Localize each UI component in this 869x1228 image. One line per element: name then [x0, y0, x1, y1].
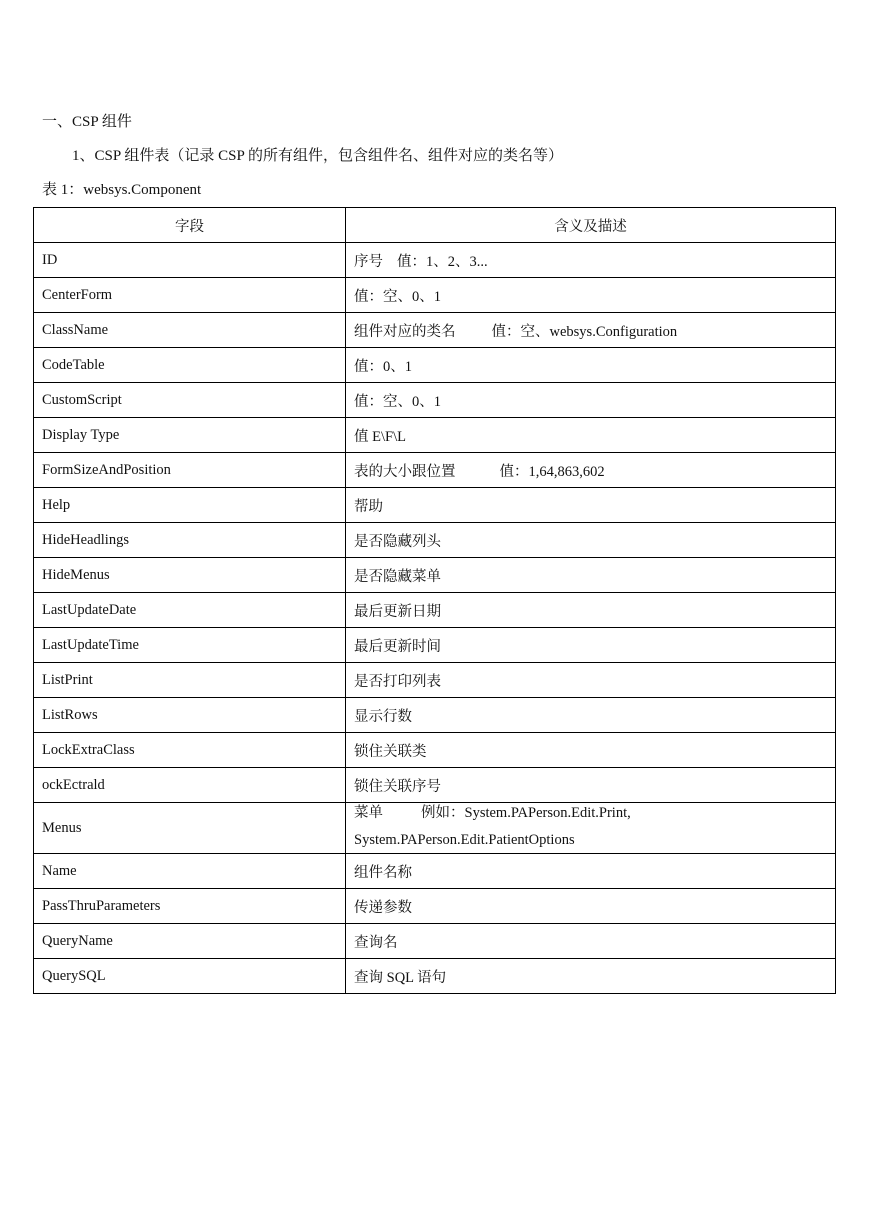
- field-cell: FormSizeAndPosition: [34, 453, 346, 488]
- description-cell: 锁住关联类: [346, 733, 836, 768]
- field-cell: ListPrint: [34, 663, 346, 698]
- table-row: [34, 383, 836, 418]
- description-cell: [346, 803, 836, 854]
- table-row: [34, 733, 836, 768]
- table-row: [34, 418, 836, 453]
- table-row: [34, 488, 836, 523]
- description-cell: [346, 243, 836, 278]
- description-cell: 查询 SQL 语句: [346, 959, 836, 994]
- description-cell: 是否打印列表: [346, 663, 836, 698]
- field-cell: ID: [34, 243, 346, 278]
- field-cell: LockExtraClass: [34, 733, 346, 768]
- table-row-menus: [34, 803, 836, 854]
- description-cell: 值：空、0、1: [346, 383, 836, 418]
- field-cell: ListRows: [34, 698, 346, 733]
- table-row: [34, 558, 836, 593]
- description-cell: 最后更新日期: [346, 593, 836, 628]
- description-text: 组件对应的类名: [354, 323, 456, 340]
- description-cell: 帮助: [346, 488, 836, 523]
- value-text: 值：空、websys.Configuration: [491, 323, 678, 340]
- description-cell: 最后更新时间: [346, 628, 836, 663]
- subsection-heading: 1、CSP 组件表（记录 CSP 的所有组件，包含组件名、组件对应的类名等）: [72, 148, 564, 164]
- description-text: 表的大小跟位置: [354, 463, 456, 480]
- table-row: [34, 663, 836, 698]
- table-caption: 表 1：websys.Component: [42, 182, 202, 198]
- description-cell: 值：空、0、1: [346, 278, 836, 313]
- field-cell: ClassName: [34, 313, 346, 348]
- description-cell: 组件名称: [346, 854, 836, 889]
- description-cell: 值 E\F\L: [346, 418, 836, 453]
- value-text: 值：1,64,863,602: [499, 463, 605, 480]
- field-cell: HideMenus: [34, 558, 346, 593]
- field-cell: QuerySQL: [34, 959, 346, 994]
- table-row: [34, 453, 836, 488]
- field-cell: CodeTable: [34, 348, 346, 383]
- field-cell: CenterForm: [34, 278, 346, 313]
- field-cell: QueryName: [34, 924, 346, 959]
- field-cell: LastUpdateTime: [34, 628, 346, 663]
- value-text: 值：1、2、3...: [397, 253, 488, 270]
- description-cell: 是否隐藏列头: [346, 523, 836, 558]
- field-cell: CustomScript: [34, 383, 346, 418]
- table-row: [34, 523, 836, 558]
- description-cell: 传递参数: [346, 889, 836, 924]
- table-row: [34, 889, 836, 924]
- table-row: [34, 959, 836, 994]
- description-text: 菜单: [354, 805, 383, 821]
- table-row: [34, 768, 836, 803]
- table-row: [34, 593, 836, 628]
- description-cell: [346, 453, 836, 488]
- description-line: [354, 803, 827, 829]
- field-cell: HideHeadlings: [34, 523, 346, 558]
- table-row: [34, 628, 836, 663]
- table-row: [34, 924, 836, 959]
- field-cell: Help: [34, 488, 346, 523]
- table-row: [34, 243, 836, 278]
- field-cell: Menus: [34, 803, 346, 854]
- table-row: [34, 278, 836, 313]
- component-fields-table: [33, 207, 836, 994]
- description-cell: 显示行数: [346, 698, 836, 733]
- description-cell: 锁住关联序号: [346, 768, 836, 803]
- column-header-field: 字段: [34, 208, 346, 243]
- column-header-description: 含义及描述: [346, 208, 836, 243]
- field-cell: ockEctrald: [34, 768, 346, 803]
- section-heading: 一、CSP 组件: [42, 114, 132, 130]
- table-row: [34, 313, 836, 348]
- description-cell: 是否隐藏菜单: [346, 558, 836, 593]
- description-cell: 查询名: [346, 924, 836, 959]
- table-header-row: [34, 208, 836, 243]
- table-row: [34, 698, 836, 733]
- description-cell: [346, 313, 836, 348]
- field-cell: LastUpdateDate: [34, 593, 346, 628]
- description-cell: 值：0、1: [346, 348, 836, 383]
- field-cell: Display Type: [34, 418, 346, 453]
- table-row: [34, 854, 836, 889]
- value-text: 例如：System.PAPerson.Edit.Print,: [421, 805, 631, 821]
- description-continuation: System.PAPerson.Edit.PatientOptions: [354, 832, 575, 848]
- description-text: 序号: [354, 253, 383, 270]
- table-row: [34, 348, 836, 383]
- field-cell: Name: [34, 854, 346, 889]
- field-cell: PassThruParameters: [34, 889, 346, 924]
